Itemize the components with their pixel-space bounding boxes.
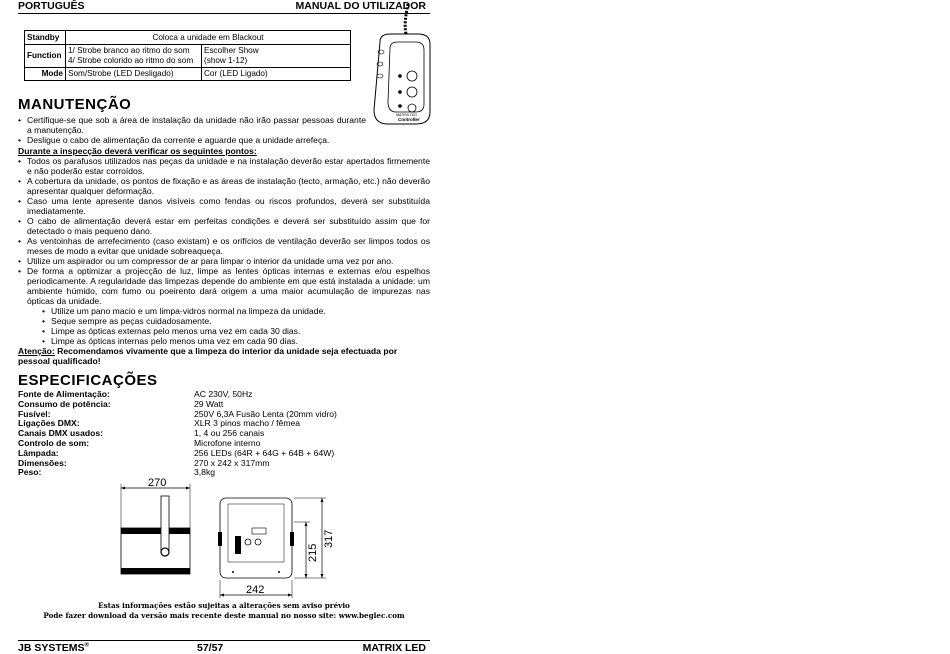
- header-manual-title: MANUAL DO UTILIZADOR: [295, 0, 426, 12]
- maintenance-intro: [18, 115, 366, 145]
- function-button-icon: [407, 87, 417, 97]
- row-col1: [66, 45, 202, 68]
- cell-line: (show 1-12): [204, 56, 248, 65]
- spec-key: Canais DMX usados:: [18, 428, 104, 439]
- mode-button-icon: [408, 104, 416, 112]
- table-row: [25, 31, 351, 45]
- list-item: • A cobertura da unidade, os pontos de fixação e as áreas de instalação (tecto, armação, etc.) não deverão apresentar qualquer deformação.: [18, 176, 430, 196]
- dimension-drawing: [110, 476, 335, 601]
- controller-face: [388, 42, 424, 112]
- notice-line: Pode fazer download da versão mais recente deste manual no nosso site: www.beglec.com: [43, 611, 405, 620]
- spec-value: 3,8kg: [194, 467, 216, 478]
- dim-height-label: 317: [323, 529, 335, 548]
- row-col2: Cor (LED Ligado): [202, 68, 351, 81]
- header-language: PORTUGUÊS: [18, 0, 85, 12]
- list-item: • Certifique-se que sob a área de instalação da unidade não irão passar pessoas durante a manutenção.: [18, 115, 366, 135]
- table-row: [25, 68, 351, 81]
- list-item: • Todos os parafusos utilizados nas peças da unidade e na instalação deverão estar apertados firmemente e não poderão estar corroídos.: [18, 156, 430, 176]
- led-dot: [398, 104, 402, 108]
- row-col2: [202, 45, 351, 68]
- page-number: 57/57: [197, 642, 224, 654]
- controller-illustration: [368, 4, 434, 128]
- dim-body-label: 215: [307, 543, 319, 562]
- sub-list-item: • Seque sempre as peças cuidadosamente.: [42, 316, 430, 326]
- sub-list-item: • Utilize um pano macio e um limpa-vidros normal na limpeza da unidade.: [42, 306, 430, 316]
- spec-value: 270 x 242 x 317mm: [194, 457, 270, 468]
- spec-value: Microfone interno: [194, 437, 261, 448]
- spec-key: Ligações DMX:: [18, 418, 80, 429]
- specs-heading: ESPECIFICAÇÕES: [18, 372, 158, 389]
- list-item: • Utilize um aspirador ou um compressor de ar para limpar o interior da unidade uma vez por ano.: [18, 256, 430, 266]
- notice-line: Estas informações estão sujeitas a alterações sem aviso prévio: [98, 601, 350, 610]
- cell-line: 1/ Strobe branco ao ritmo do som: [68, 46, 190, 55]
- inspection-title: Durante a inspecção deverá verificar os seguintes pontos:: [18, 146, 257, 156]
- modes-table: [24, 30, 351, 81]
- standby-button-icon: [407, 71, 417, 81]
- notice: [18, 601, 430, 621]
- spec-value: 250V 6,3A Fusão Lenta (20mm vidro): [194, 408, 337, 419]
- cell-line: Escolher Show: [204, 46, 259, 55]
- spec-key: Controlo de som:: [18, 437, 90, 448]
- spec-value: 1, 4 ou 256 canais: [194, 428, 265, 439]
- row-key: Function: [25, 45, 66, 68]
- footer-brand: [18, 642, 89, 654]
- specs-list: [18, 390, 337, 478]
- side-view: [218, 498, 335, 598]
- footer-product: MATRIX LED: [362, 642, 426, 654]
- list-item: • De forma a optimizar a projecção de luz, limpe as lentes ópticas internas e externas e/ou espelhos periodicamente. A regularidade das limpezas depende do ambiente em que está instalada a unidade: um ambiente húmido, com fumo ou poeirento dará origem a uma maior acumulação de impurezas nas ópticas da unidade.: [18, 266, 430, 306]
- row-key: Mode: [25, 68, 66, 81]
- spec-key: Fusível:: [18, 408, 51, 419]
- list-item: • O cabo de alimentação deverá estar em perfeitas condições e deverá ser substituído assim que for detectado o mais pequeno dano.: [18, 216, 430, 236]
- list-item: • As ventoinhas de arrefecimento (caso existam) e os orifícios de ventilação deverão ser limpos todos os meses de modo a evitar que unidade sobreaqueça.: [18, 236, 430, 256]
- page-footer: [18, 640, 430, 654]
- row-col1: Som/Strobe (LED Desligado): [66, 68, 202, 81]
- spec-key: Dimensões:: [18, 457, 67, 468]
- controller-label-top: MATRIX LED: [396, 113, 417, 117]
- led-dot: [398, 90, 402, 94]
- spec-value: XLR 3 pinos macho / fêmea: [194, 418, 301, 429]
- maintenance-heading: MANUTENÇÃO: [18, 96, 132, 113]
- controller-label-bottom: Controller: [398, 117, 420, 122]
- attention-text: Recomendamos vivamente que a limpeza do interior da unidade seja efectuada por pessoal qualificado!: [18, 346, 398, 366]
- cell-line: 4/ Strobe colorido ao ritmo do som: [68, 56, 194, 65]
- attention-note: [18, 346, 430, 366]
- spec-value: 256 LEDs (64R + 64G + 64B + 64W): [194, 447, 335, 458]
- list-item: • Caso uma lente apresente danos visíveis como fendas ou riscos profundos, deverá ser substituída imediatamente.: [18, 196, 430, 216]
- spec-value: 29 Watt: [194, 398, 224, 409]
- table-row: [25, 45, 351, 68]
- row-key: Standby: [25, 31, 66, 45]
- led-dot: [398, 74, 402, 78]
- spec-key: Peso:: [18, 467, 42, 478]
- maintenance-checks: [18, 146, 430, 366]
- list-item: • Desligue o cabo de alimentação da corrente e aguarde que a unidade arrefeça.: [18, 135, 366, 145]
- spec-key: Lâmpada:: [18, 447, 59, 458]
- brand-name: JB SYSTEMS: [18, 642, 85, 654]
- sub-list-item: • Limpe as ópticas internas pelo menos uma vez em cada 90 dias.: [42, 336, 430, 346]
- sub-list-item: • Limpe as ópticas externas pelo menos uma vez em cada 30 dias.: [42, 326, 430, 336]
- controller-cable: [405, 4, 408, 34]
- attention-label: Atenção:: [18, 346, 55, 356]
- spec-row: [18, 459, 337, 469]
- spec-key: Fonte de Alimentação:: [18, 389, 110, 399]
- spec-value: AC 230V, 50Hz: [194, 389, 253, 399]
- row-value: Coloca a unidade em Blackout: [66, 31, 351, 45]
- spec-key: Consumo de potência:: [18, 398, 111, 409]
- dim-width-label: 270: [148, 477, 167, 489]
- dim-depth-label: 242: [246, 584, 265, 596]
- brand-reg: ®: [84, 642, 89, 649]
- front-view: [121, 477, 190, 574]
